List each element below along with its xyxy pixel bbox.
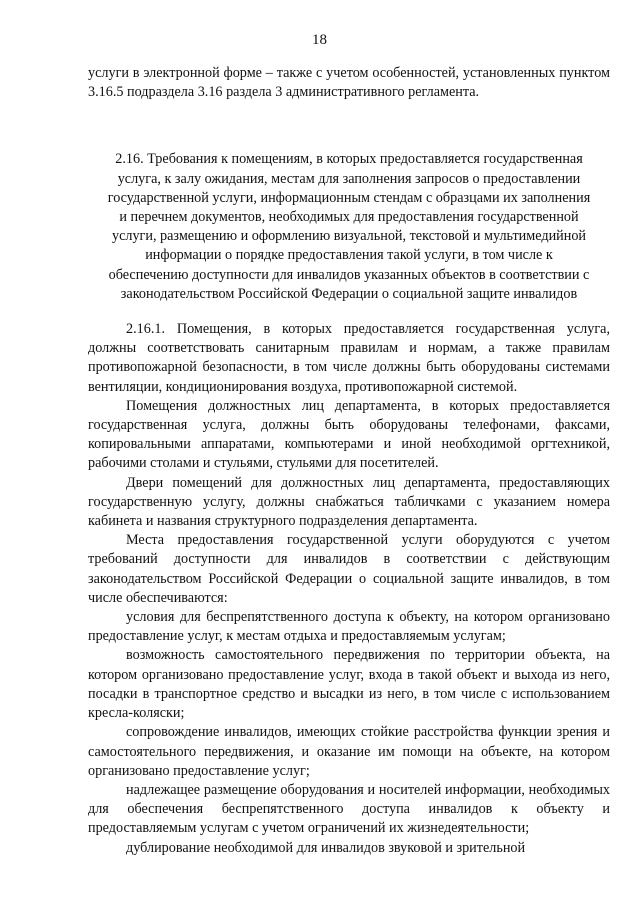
list-item: дублирование необходимой для инвалидов звуковой и зрительной <box>126 839 526 856</box>
paragraph: Места предоставления государственной услуги оборудуются с учетом требований доступности для инвалидов в соответствии с действующим законодательством Российской Федерации о социальной защите инвалидов, в том числе обеспечиваются: <box>88 532 610 606</box>
list-item: условия для беспрепятственного доступа к объекту, на котором организовано предоставление услуг, к местам отдыха и предоставляемым услугам; <box>88 609 610 645</box>
page-number: 18 <box>312 32 327 48</box>
section-heading: 2.16. Требования к помещениям, в которых предоставляется государственная услуга, к залу ожидания, местам для заполнения запросов о предоставлении государственной услуги, информационным стендам с образцами их заполнения и перечнем документов, необходимых для предоставления государственной услуги, размещению и оформлению визуальной, текстовой и мультимедийной информации о порядке предоставления такой услуги, в том числе к обеспечению доступности для инвалидов указанных объектов в соответствии с законодательством Российской Федерации о социальной защите инвалидов <box>107 151 591 302</box>
paragraph: Помещения должностных лиц департамента, в которых предоставляется государственная услуга, должны быть оборудованы телефонами, факсами, копировальными аппаратами, компьютерами и иной необходимой оргтехникой, рабочими столами и стульями, стульями для посетителей. <box>88 397 610 472</box>
paragraph: Двери помещений для должностных лиц департамента, предоставляющих государственную услугу, должны снабжаться табличками с указанием номера кабинета и названия структурного подразделения департамента. <box>88 474 610 530</box>
list-item: сопровождение инвалидов, имеющих стойкие расстройства функции зрения и самостоятельного передвижения, и оказание им помощи на объекте, на котором организовано предоставление услуг; <box>88 724 610 779</box>
paragraph: 2.16.1. Помещения, в которых предоставляется государственная услуга, должны соответствовать санитарным правилам и нормам, а также правилам противопожарной безопасности, в том числе должны быть оборудованы системами вентиляции, кондиционирования воздуха, противопожарной системой. <box>88 321 610 395</box>
continuation-paragraph: услуги в электронной форме – также с учетом особенностей, установленных пунктом 3.16.5 подраздела 3.16 раздела 3 административного регламента. <box>88 65 610 101</box>
list-item: возможность самостоятельного передвижения по территории объекта, на котором организовано предоставление услуг, входа в такой объект и выхода из него, посадки в транспортное средство и высадки из него, в том числе с использованием кресла-коляски; <box>88 647 610 722</box>
document-body <box>88 64 610 858</box>
list-item: надлежащее размещение оборудования и носителей информации, необходимых для обеспечения беспрепятственного доступа инвалидов к объекту и предоставляемым услугам с учетом ограничений их жизнедеятельности; <box>88 781 610 837</box>
